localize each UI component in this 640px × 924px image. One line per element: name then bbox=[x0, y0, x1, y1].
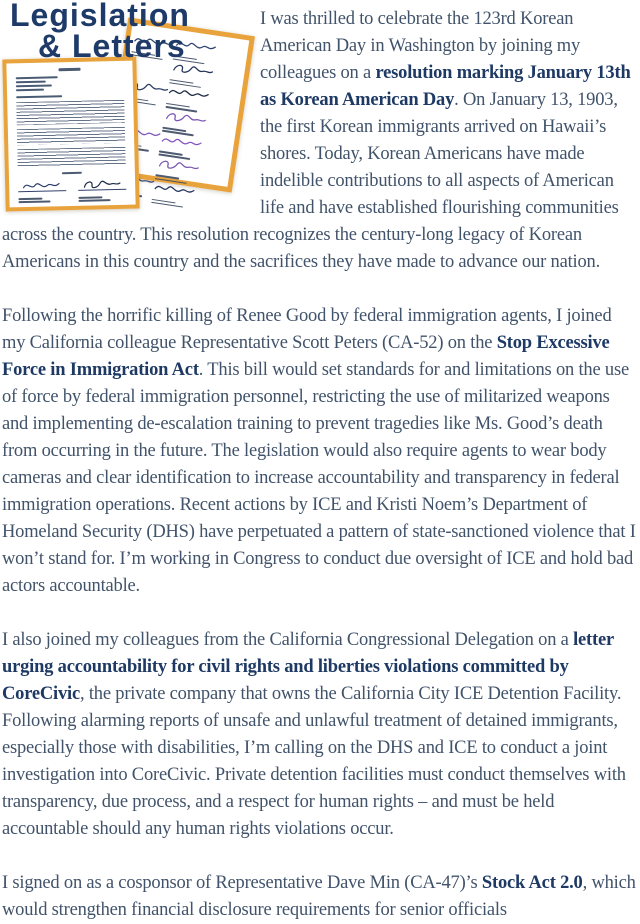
body-text: I was thrilled to celebrate the 123rd Korean American Day in Washington by joining my colleagues on a bbox=[260, 9, 581, 83]
paragraph-corecivic-letter bbox=[2, 627, 636, 843]
signature-icon bbox=[78, 177, 126, 190]
letter-text-line bbox=[16, 80, 46, 83]
legislation-letters-graphic bbox=[2, 0, 252, 218]
signature-icon bbox=[18, 179, 66, 192]
section-title-line1: Legislation bbox=[10, 0, 190, 33]
signer-title-line bbox=[151, 202, 183, 208]
letter-text-line bbox=[16, 84, 52, 87]
letter-page-image bbox=[2, 56, 139, 211]
signature-block bbox=[18, 178, 67, 203]
paragraph-excessive-force-act bbox=[2, 303, 636, 600]
bold-text: letter urging accountability for civil rights and liberties violations committed by CoreCivic bbox=[2, 630, 614, 704]
body-text: I signed on as a cosponsor of Representative Dave Min (CA-47)’s bbox=[2, 873, 482, 893]
letter-text-line bbox=[16, 76, 58, 79]
letter-text-block bbox=[16, 99, 124, 124]
signature-block bbox=[78, 176, 127, 201]
body-text: , the private company that owns the California City ICE Detention Facility. Following alarming reports of unsafe and unlawful treatment of detained immigrants, especially those with disabilities, I’m calling on the DHS and ICE to conduct a joint investigation into CoreCivic. Private detention facilities must conduct themselves with transparency, due process, and a respect for human rights – and must be held accountable should any human rights violations occur. bbox=[2, 684, 626, 839]
letter-salutation-line bbox=[16, 95, 62, 98]
section-title bbox=[10, 0, 190, 63]
letter-text-block bbox=[17, 146, 125, 167]
paragraph-stock-act bbox=[2, 870, 636, 924]
bold-text: resolution marking January 13th as Korean American Day bbox=[260, 63, 631, 110]
signer-name-line bbox=[18, 198, 42, 200]
body-text: , which would strengthen financial disclosure requirements for senior officials bbox=[2, 873, 636, 920]
signer-title-line bbox=[78, 199, 110, 201]
body-text: . This bill would set standards for and limitations on the use of force by federal immigration personnel, restricting the use of militarized weapons and implementing de-escalation training to prevent tragedies like Ms. Good’s death from occurring in the future. The legislation would also require agents to wear body cameras and clear identification to increase accountability and transparency in federal immigration operations. Recent actions by ICE and Kristi Noem’s Department of Homeland Security (DHS) have perpetuated a pattern of state-sanctioned violence that I won’t stand for. I’m working in Congress to conduct due oversight of ICE and hold bad actors accountable. bbox=[2, 360, 636, 596]
body-text: Following the horrific killing of Renee Good by federal immigration agents, I joined my California colleague Representative Scott Peters (CA-52) on the bbox=[2, 306, 612, 353]
letter-text-block bbox=[17, 126, 125, 144]
bold-text: Stock Act 2.0 bbox=[481, 873, 583, 893]
body-text: . On January 13, 1903, the first Korean immigrants arrived on Hawaii’s shores. Today, Korean Americans have made indelible contributions to all aspects of American life and have established flourishing communities across the country. This resolution recognizes the century-long legacy of Korean Americans in this country and the sacrifices they have made to advance our nation. bbox=[2, 90, 619, 272]
letter-date-line bbox=[59, 68, 81, 71]
section-title-line2: & Letters bbox=[38, 28, 186, 64]
letter-closing-line bbox=[62, 171, 82, 173]
body-text: I also joined my colleagues from the California Congressional Delegation on a bbox=[2, 630, 574, 650]
signer-title-line bbox=[19, 201, 51, 203]
signer-name-line bbox=[78, 196, 102, 198]
letter-signatures-row bbox=[18, 176, 127, 203]
letter-address-block bbox=[16, 74, 124, 90]
bold-text: Stop Excessive Force in Immigration Act bbox=[2, 333, 610, 380]
letter-text-line bbox=[16, 88, 44, 91]
